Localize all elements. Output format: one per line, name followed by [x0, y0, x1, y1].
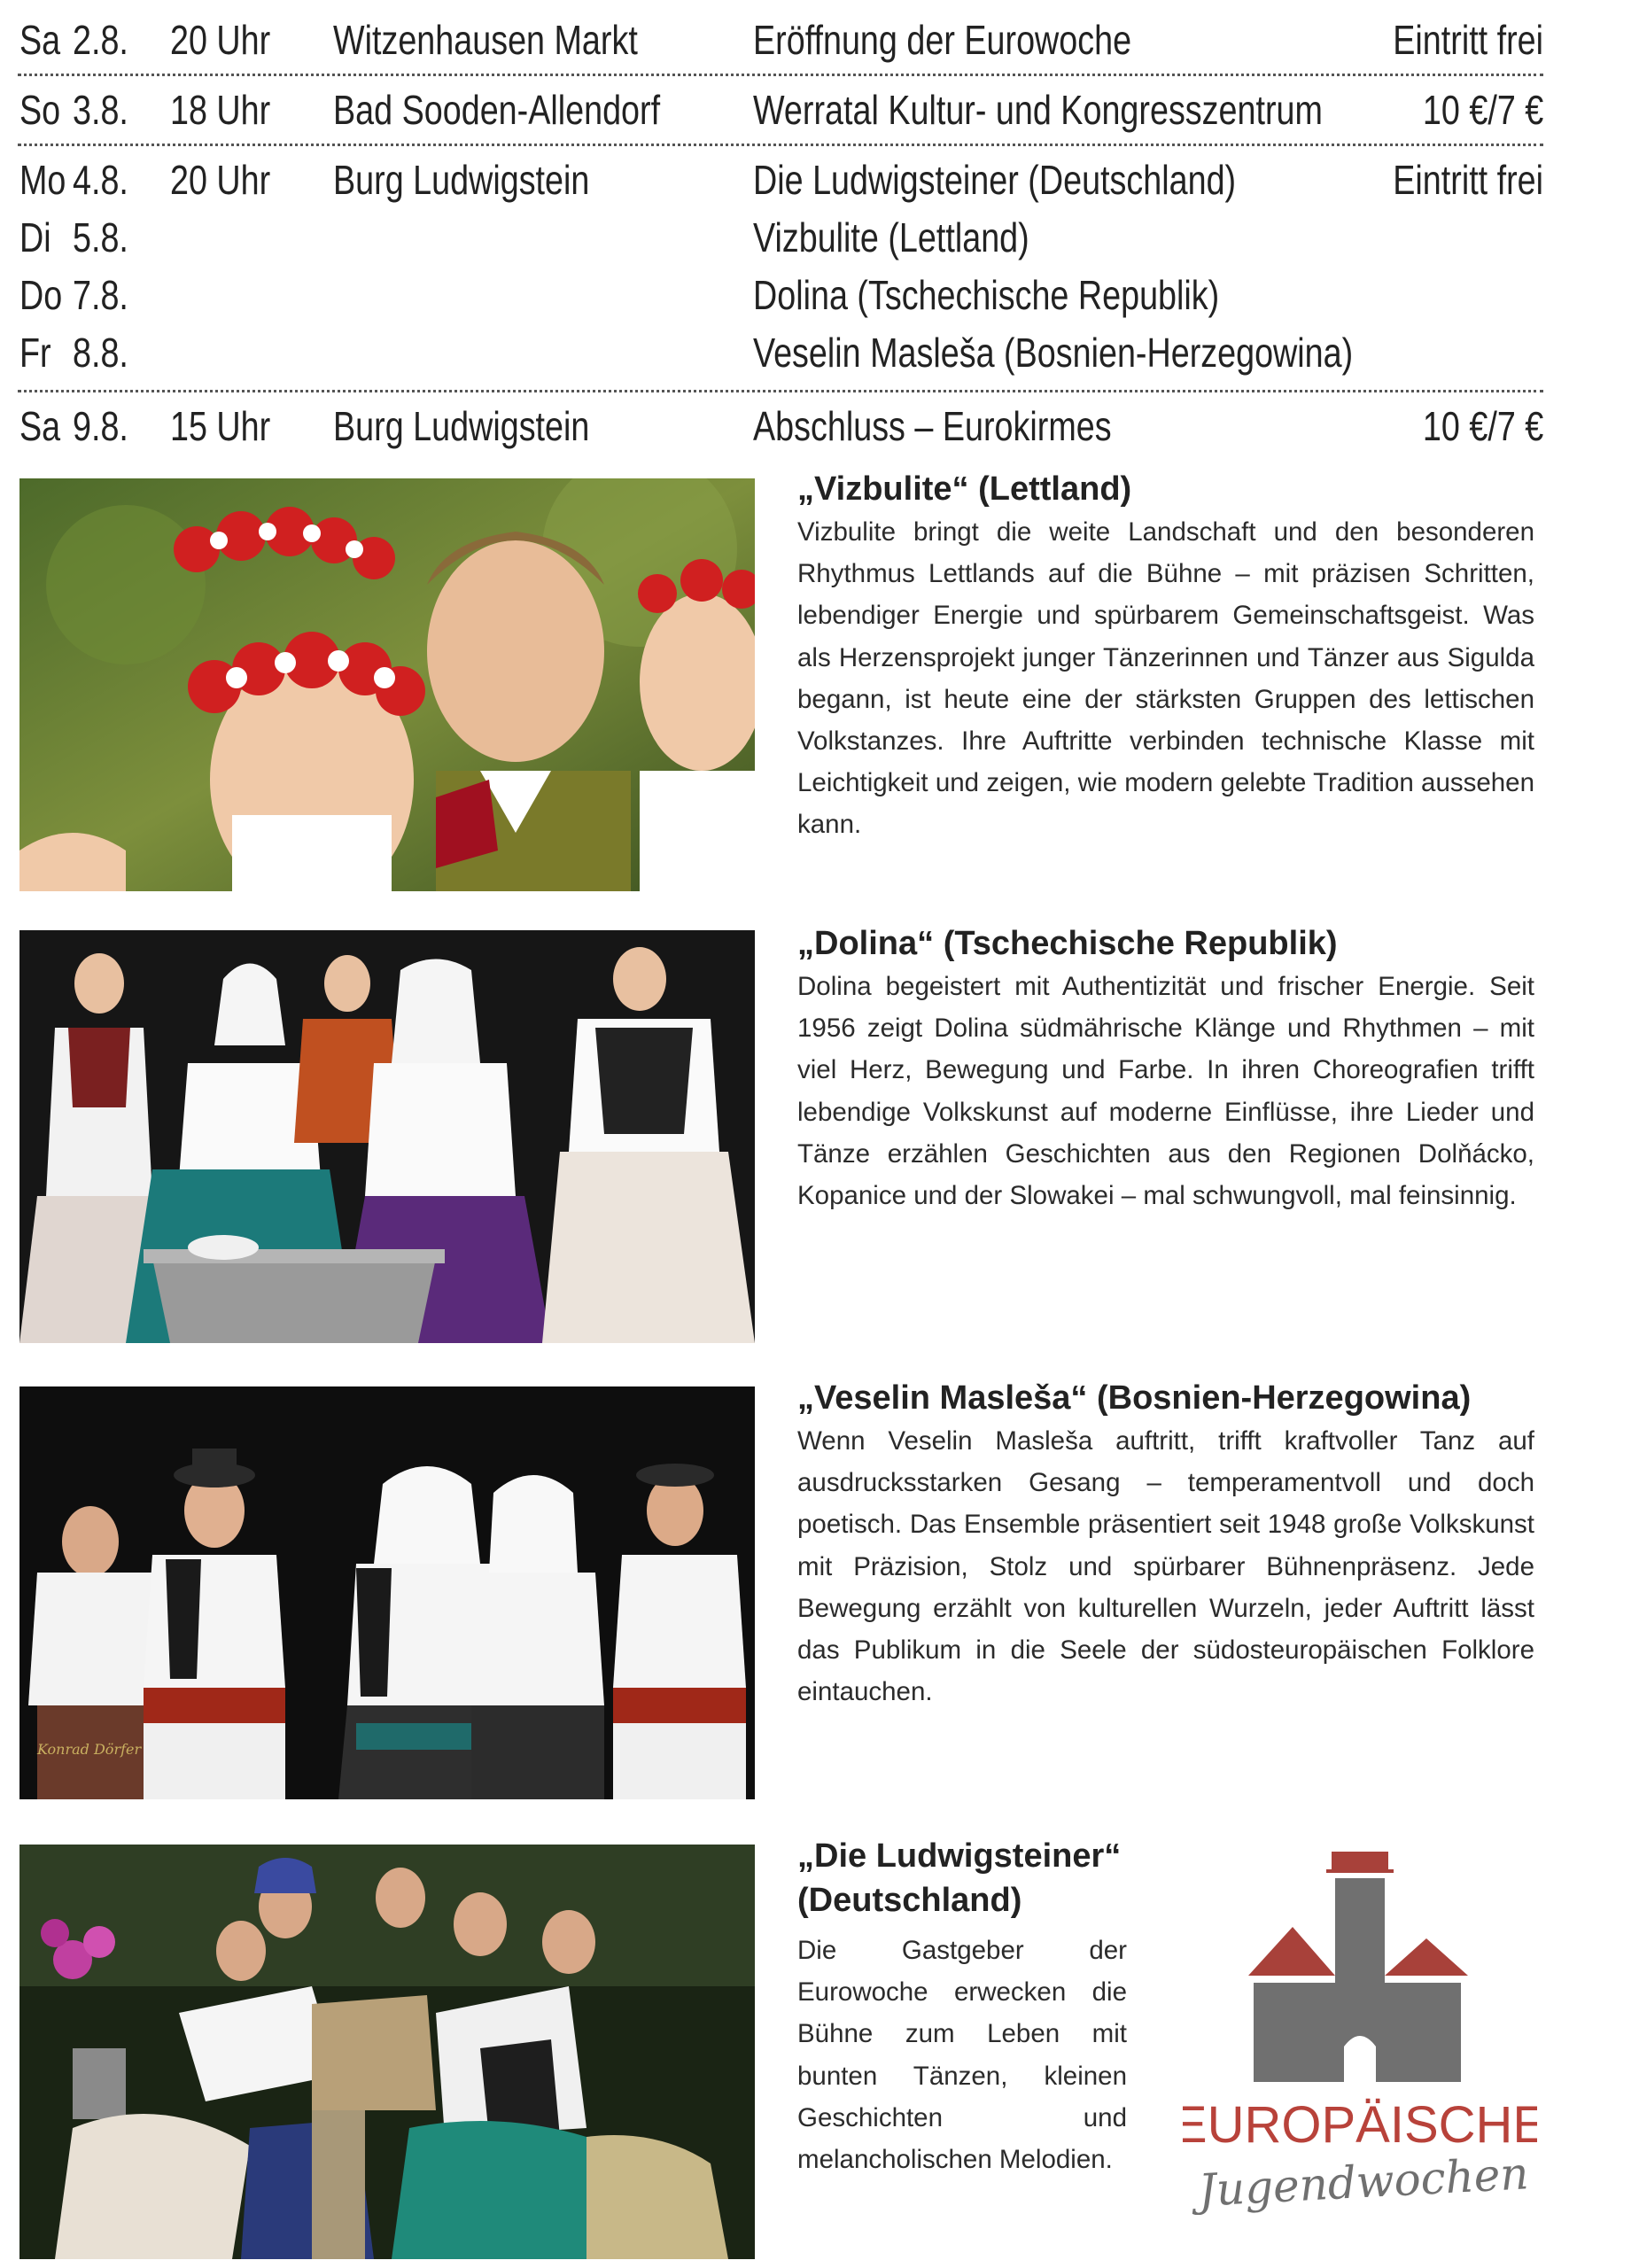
row-date: 3.8.: [73, 87, 128, 133]
card-title: [797, 921, 1534, 966]
row-date: 9.8.: [73, 403, 128, 449]
row-time: 15 Uhr: [170, 403, 271, 449]
row-divider: [18, 390, 1543, 392]
schedule-row: [18, 332, 1543, 374]
group-name: „Veselin Masleša“: [797, 1379, 1088, 1417]
schedule-row: [18, 159, 1543, 201]
schedule-table: [18, 0, 1543, 447]
row-place: Burg Ludwigstein: [333, 157, 590, 203]
veselin-photo: [19, 1386, 755, 1799]
group-name: „Die Ludwigsteiner“: [797, 1837, 1122, 1875]
europaeische-jugendwochen-logo: [1183, 1843, 1537, 2215]
castle-logo-graphic: [1183, 1843, 1537, 2215]
card-description: Dolina begeistert mit Authentizität und frischer Energie. Seit 1956 zeigt Dolina südmährische Klänge und Rhythmen – mit viel Herz, Bewegung und Farbe. In ihren Choreografien trifft lebendige Volkskunst auf moderne Einflüsse, ihre Lieder und Tänze erzählen Geschichten aus den Regionen Dolňácko, Kopanice und der Slowakei – mal schwungvoll, mal feinsinnig.: [797, 972, 1534, 1211]
row-time: 20 Uhr: [170, 17, 271, 63]
row-day: Sa: [19, 17, 61, 63]
vizbulite-photo: [19, 478, 755, 891]
row-price: 10 €/7 €: [1422, 87, 1543, 133]
row-date: 5.8.: [73, 214, 128, 260]
logo-line1: EUROPÄISCHE: [1183, 2096, 1537, 2154]
card-title: [797, 1834, 1127, 1922]
card-description: Vizbulite bringt die weite Landschaft und den besonderen Rhythmus Lettlands auf die Bühne – mit präzisen Schritten, lebendiger Energie und spürbarem Gemeinschaftsgeist. Was als Herzensprojekt junger Tänzerinnen und Tänzer aus Sigulda begann, ist heute eine der stärksten Gruppen des lettischen Volkstanzes. Ihre Auftritte verbinden technische Klasse mit Leichtigkeit und zeigen, wie modern gelebte Tradition aussehen kann.: [797, 517, 1534, 840]
row-time: 20 Uhr: [170, 157, 271, 203]
ludwigsteiner-photo: [19, 1845, 755, 2259]
row-price: Eintritt frei: [1393, 17, 1543, 63]
row-event: Eröffnung der Eurowoche: [753, 17, 1132, 63]
row-event: Abschluss – Eurokirmes: [753, 403, 1112, 449]
row-date: 4.8.: [73, 157, 128, 203]
row-date: 2.8.: [73, 17, 128, 63]
group-country: (Tschechische Republik): [943, 925, 1338, 962]
row-event: Werratal Kultur- und Kongresszentrum: [753, 87, 1323, 133]
row-event: Veselin Masleša (Bosnien-Herzegowina): [753, 330, 1354, 376]
schedule-row: [18, 272, 1543, 318]
row-event: Vizbulite (Lettland): [753, 214, 1029, 260]
row-divider: [18, 74, 1543, 76]
row-day: So: [19, 87, 61, 133]
schedule-row: [18, 19, 1543, 61]
dolina-card: [797, 921, 1534, 1216]
card-title: [797, 467, 1534, 511]
card-title: [797, 1376, 1534, 1420]
schedule-row: [18, 214, 1543, 260]
group-country: (Deutschland): [797, 1882, 1022, 1919]
vizbulite-photo-image: [19, 478, 755, 891]
ludwigsteiner-photo-image: [19, 1845, 755, 2259]
row-time: 18 Uhr: [170, 87, 271, 133]
row-date: 8.8.: [73, 330, 128, 376]
row-place: Burg Ludwigstein: [333, 403, 590, 449]
row-event: Die Ludwigsteiner (Deutschland): [753, 157, 1237, 203]
group-country: (Bosnien-Herzegowina): [1096, 1379, 1472, 1417]
schedule-row: [18, 403, 1543, 449]
row-place: Witzenhausen Markt: [333, 17, 638, 63]
row-day: Sa: [19, 403, 61, 449]
row-place: Bad Sooden-Allendorf: [333, 87, 661, 133]
row-day: Do: [19, 272, 63, 318]
veselin-card: [797, 1376, 1534, 1713]
row-date: 7.8.: [73, 272, 128, 318]
dolina-photo-image: [19, 930, 755, 1343]
row-day: Di: [19, 214, 51, 260]
row-price: Eintritt frei: [1393, 157, 1543, 203]
schedule-row: [18, 89, 1543, 131]
logo-line2: Jugendwochen: [1197, 2148, 1530, 2215]
row-day: Fr: [19, 330, 51, 376]
group-name: „Vizbulite“: [797, 470, 969, 508]
vizbulite-card: [797, 467, 1534, 846]
row-event: Dolina (Tschechische Republik): [753, 272, 1220, 318]
group-country: (Lettland): [978, 470, 1132, 508]
group-name: „Dolina“: [797, 925, 935, 962]
row-price: 10 €/7 €: [1422, 403, 1543, 449]
card-description: Die Gastgeber der Eurowoche erwecken die Bühne zum Leben mit bunten Tänzen, kleinen Geschichten und melancholischen Melodien.: [797, 1936, 1127, 2175]
row-day: Mo: [19, 157, 66, 203]
veselin-photo-image: [19, 1386, 755, 1799]
dolina-photo: [19, 930, 755, 1343]
card-description: Wenn Veselin Masleša auftritt, trifft kraftvoller Tanz auf ausdrucksstarken Gesang – temperamentvoll und doch poetisch. Das Ensemble präsentiert seit 1948 große Volkskunst mit Präzision, Stolz und spürbarer Bühnenpräsenz. Jede Bewegung erzählt von kulturellen Wurzeln, jeder Auftritt lässt das Publikum in die Seele der südosteuropäischen Folklore eintauchen.: [797, 1426, 1534, 1707]
photo-credit: Konrad Dörfer: [37, 1741, 142, 1758]
row-divider: [18, 144, 1543, 146]
ludwigsteiner-card: [797, 1834, 1127, 2180]
